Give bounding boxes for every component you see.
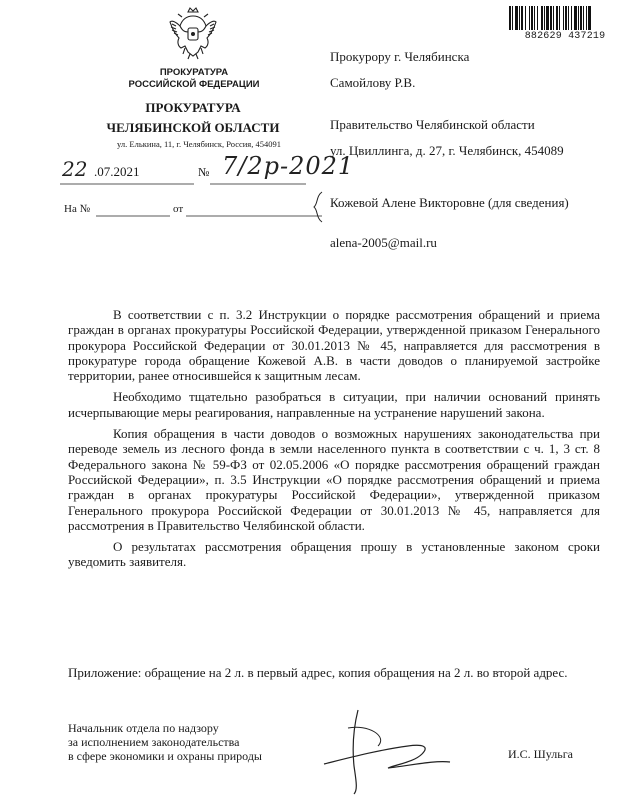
letter-body [68,307,600,576]
appendix-note: Приложение: обращение на 2 л. в первый адрес, копия обращения на 2 л. во второй адрес. [68,665,568,680]
reference-date-label: от [173,203,184,215]
recipient-line-5: Кожевой Алене Викторовне (для сведения) [330,195,569,210]
recipient-line-1: Прокурору г. Челябинска [330,49,470,64]
signatory-title-line-1: Начальник отдела по надзору [68,721,219,735]
handwritten-signature [318,706,458,796]
body-paragraph-3: Копия обращения в части доводов о возможных нарушениях законодательства при переводе земель из лесного фонда в земли населенного пункта в соответствии с ч. 1, 3 ст. 8 Федерального закона № 59-ФЗ от 02.05.2006 «О порядке рассмотрения обращений граждан Российской Федерации», п. 3.5 Инструкции «О порядке рассмотрения обращений и приема граждан в органах прокуратуры Российской Федерации», утвержденной приказом Генерального прокурора Российской Федерации от 30.01.2013 № 45, направляется для рассмотрения в Правительство Челябинской области. [68,426,600,533]
recipient-line-2: Самойлову Р.В. [330,75,416,90]
recipient-email: alena-2005@mail.ru [330,235,437,250]
barcode-bar [550,6,552,30]
barcode-number: 882629 437219 [524,31,606,42]
barcode-bar [571,6,572,30]
date-day-handwritten: 22 [62,157,88,181]
org-title-big-1: ПРОКУРАТУРА [145,100,241,115]
coat-of-arms-icon [168,6,218,62]
signatory-title [68,721,262,763]
barcode-bar [515,6,518,30]
barcode-bar [534,6,535,30]
barcode-bar [568,6,569,30]
number-prefix: № [198,165,210,179]
barcode-bar [544,6,545,30]
document-number-handwritten: 7/2р-2021 [222,152,355,180]
barcode-bar [563,6,564,30]
recipient-line-4: ул. Цвиллинга, д. 27, г. Челябинск, 454089 [330,143,564,158]
barcode-bar [537,6,538,30]
recipient-bracket [312,190,326,224]
body-paragraph-1: В соответствии с п. 3.2 Инструкции о порядке рассмотрения обращений и приема граждан в органах прокуратуры Российской Федерации, утвержденной приказом Генерального прокурора Российской Федерации от 30.01.2013 № 45, направляется для рассмотрения в прокуратуре города обращение Кожевой А.В. в части доводов о планируемой застройке территории, ранее относившейся к защитным лесам. [68,307,600,384]
barcode-bar [521,6,523,30]
org-address: ул. Елькина, 11, г. Челябинск, Россия, 454091 [117,139,281,149]
reference-number-label: На № [64,203,91,215]
barcode-bar [559,6,560,30]
barcode-bar [512,6,513,30]
signatory-title-line-2: за исполнением законодательства [68,735,240,749]
barcode-bar [519,6,520,30]
signatory-name: И.С. Шульга [508,747,573,761]
barcode-bar [529,6,530,30]
body-paragraph-2: Необходимо тщательно разобраться в ситуации, при наличии оснований принять исчерпывающие меры реагирования, направленные на устранение нарушений закона. [68,389,600,420]
signatory-title-line-3: в сфере экономики и охраны природы [68,749,262,763]
reference-underlines [96,205,326,219]
barcode-bar [541,6,543,30]
body-paragraph-4: О результатах рассмотрения обращения прошу в установленные законом сроки уведомить заявителя. [68,539,600,570]
barcode-bar [546,6,549,30]
org-title-small-1: ПРОКУРАТУРА [159,67,229,78]
barcode-bar [531,6,533,30]
barcode-bar [588,6,591,30]
org-title-small-2: РОССИЙСКОЙ ФЕДЕРАЦИИ [128,79,260,90]
barcode-bar [578,6,579,30]
barcode-bar [553,6,554,30]
date-month-year: .07.2021 [94,164,140,179]
barcode-bar [574,6,577,30]
barcode-bar [565,6,567,30]
barcode-bar [586,6,587,30]
barcode-bar [583,6,584,30]
barcode-bar [580,6,582,30]
org-title-big-2: ЧЕЛЯБИНСКОЙ ОБЛАСТИ [106,120,280,135]
barcode-bar [556,6,558,30]
recipient-line-3: Правительство Челябинской области [330,117,535,132]
barcode-bar [525,6,526,30]
barcode-image [508,6,622,30]
barcode-bar [509,6,511,30]
